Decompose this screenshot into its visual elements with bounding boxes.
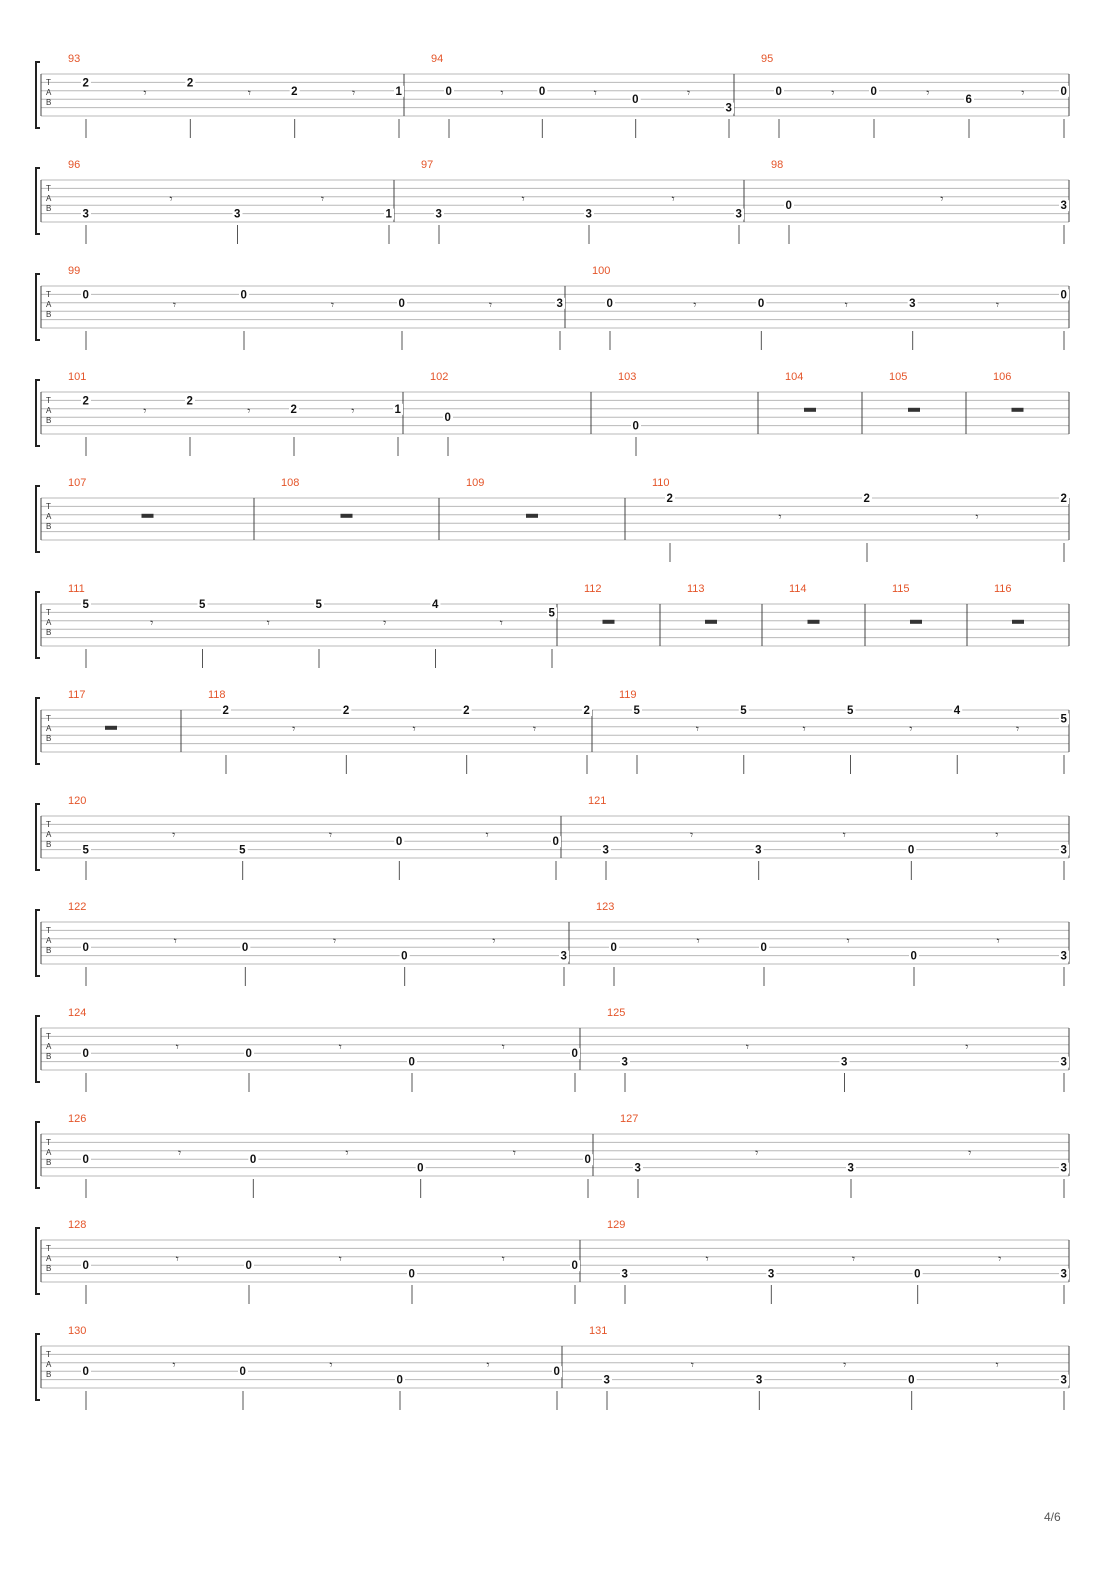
- rest-glyph: 𝄾: [975, 509, 979, 524]
- measure-number: 104: [785, 371, 804, 383]
- system-11: [36, 1219, 1069, 1304]
- fret-number: 5: [82, 844, 89, 857]
- tab-clef-letter: B: [46, 204, 52, 213]
- rest-glyph: 𝄾: [842, 827, 846, 842]
- whole-rest: [341, 514, 353, 518]
- system-4: [36, 477, 1069, 562]
- fret-number: 3: [621, 1056, 628, 1069]
- fret-number: 3: [234, 208, 241, 221]
- fret-number: 2: [583, 705, 590, 717]
- fret-number: 0: [632, 420, 639, 433]
- rest-glyph: 𝄾: [687, 85, 691, 100]
- measure-number: 101: [68, 371, 87, 383]
- measure-number: 111: [68, 583, 85, 595]
- whole-rest: [808, 620, 820, 624]
- rest-glyph: 𝄾: [593, 85, 597, 100]
- rest-glyph: 𝄾: [143, 403, 147, 418]
- tab-clef-letter: A: [46, 300, 52, 309]
- fret-number: 0: [907, 844, 915, 857]
- fret-number: 2: [1060, 493, 1067, 505]
- fret-number: 0: [870, 85, 877, 98]
- rest-glyph: 𝄾: [778, 509, 782, 524]
- measure-number: 113: [687, 583, 705, 595]
- system-bracket: [36, 910, 40, 976]
- measure-number: 103: [618, 371, 637, 383]
- rest-glyph: 𝄾: [926, 85, 930, 100]
- tab-clef-letter: A: [46, 1360, 52, 1369]
- rest-glyph: 𝄾: [143, 85, 147, 100]
- measure-number: 105: [889, 371, 908, 383]
- fret-number: 0: [584, 1154, 591, 1167]
- tab-clef-letter: A: [46, 406, 52, 415]
- fret-number: 3: [725, 102, 732, 115]
- fret-number: 0: [82, 289, 89, 302]
- rest-glyph: 𝄾: [965, 1039, 969, 1054]
- system-9: [36, 1007, 1069, 1092]
- fret-number: 0: [82, 1154, 89, 1167]
- fret-number: 1: [385, 208, 392, 221]
- tab-clef-letter: A: [46, 1254, 52, 1263]
- fret-number: 0: [444, 412, 451, 425]
- fret-number: 0: [757, 297, 765, 310]
- system-bracket: [36, 1228, 40, 1294]
- fret-number: 0: [82, 1048, 89, 1061]
- fret-number: 3: [847, 1162, 854, 1175]
- fret-number: 0: [552, 836, 559, 849]
- whole-rest: [603, 620, 615, 624]
- system-bracket: [36, 1016, 40, 1082]
- fret-number: 3: [560, 950, 567, 963]
- fret-number: 0: [417, 1162, 424, 1175]
- fret-number: 3: [585, 208, 592, 221]
- fret-number: 5: [548, 607, 555, 620]
- rest-glyph: 𝄾: [492, 933, 496, 948]
- system-7: [36, 795, 1069, 880]
- fret-number: 0: [408, 1268, 415, 1281]
- system-bracket: [36, 592, 40, 658]
- fret-number: 0: [241, 942, 249, 955]
- tab-clef-letter: T: [46, 78, 51, 87]
- fret-number: 0: [610, 942, 617, 955]
- fret-number: 2: [666, 493, 673, 505]
- fret-number: 0: [632, 94, 639, 107]
- fret-number: 3: [602, 844, 609, 857]
- rest-glyph: 𝄾: [995, 827, 999, 842]
- fret-number: 0: [775, 85, 782, 98]
- rest-glyph: 𝄾: [940, 191, 944, 206]
- system-bracket: [36, 1122, 40, 1188]
- fret-number: 1: [395, 85, 402, 98]
- tab-clef-letter: B: [46, 840, 52, 849]
- rest-glyph: 𝄾: [175, 1251, 179, 1266]
- rest-glyph: 𝄾: [383, 615, 387, 630]
- fret-number: 2: [186, 395, 193, 408]
- fret-number: 3: [621, 1268, 628, 1281]
- fret-number: 5: [82, 599, 89, 611]
- tab-clef-letter: A: [46, 1148, 52, 1157]
- measure-number: 116: [994, 583, 1012, 595]
- fret-number: 0: [538, 85, 546, 98]
- measure-number: 97: [421, 159, 434, 171]
- rest-glyph: 𝄾: [332, 933, 337, 948]
- rest-glyph: 𝄾: [512, 1145, 516, 1160]
- rest-glyph: 𝄾: [802, 721, 806, 736]
- system-bracket: [36, 380, 40, 446]
- tab-clef-letter: A: [46, 1042, 52, 1051]
- rest-glyph: 𝄾: [909, 721, 913, 736]
- fret-number: 2: [290, 403, 297, 416]
- measure-number: 96: [68, 159, 81, 171]
- system-1: [36, 159, 1069, 244]
- fret-number: 0: [82, 942, 89, 955]
- rest-glyph: 𝄾: [745, 1039, 749, 1054]
- fret-number: 3: [556, 297, 563, 310]
- rest-glyph: 𝄾: [412, 721, 416, 736]
- measure-number: 93: [68, 53, 81, 65]
- fret-number: 0: [1060, 85, 1067, 98]
- rest-glyph: 𝄾: [755, 1145, 759, 1160]
- rest-glyph: 𝄾: [485, 827, 489, 842]
- fret-number: 3: [767, 1268, 775, 1281]
- fret-number: 3: [1060, 1268, 1067, 1281]
- rest-glyph: 𝄾: [172, 1357, 176, 1372]
- system-bracket: [36, 62, 40, 128]
- tab-clef-letter: B: [46, 522, 52, 531]
- rest-glyph: 𝄾: [705, 1251, 709, 1266]
- rest-glyph: 𝄾: [486, 1357, 490, 1372]
- system-bracket: [36, 486, 40, 552]
- rest-glyph: 𝄾: [696, 933, 700, 948]
- whole-rest: [1012, 620, 1024, 624]
- fret-number: 2: [291, 85, 298, 98]
- rest-glyph: 𝄾: [178, 1145, 182, 1160]
- fret-number: 0: [395, 836, 403, 849]
- tab-clef-letter: B: [46, 1264, 52, 1273]
- fret-number: 0: [398, 297, 405, 310]
- fret-number: 0: [249, 1154, 257, 1167]
- fret-number: 0: [571, 1048, 578, 1061]
- fret-number: 3: [1060, 950, 1067, 963]
- rest-glyph: 𝄾: [501, 1251, 505, 1266]
- tab-clef-letter: T: [46, 1350, 51, 1359]
- fret-number: 5: [315, 599, 322, 611]
- tab-clef-letter: B: [46, 734, 52, 743]
- rest-glyph: 𝄾: [968, 1145, 972, 1160]
- fret-number: 3: [634, 1162, 641, 1175]
- rest-glyph: 𝄾: [690, 1357, 694, 1372]
- fret-number: 3: [1060, 1056, 1067, 1069]
- fret-number: 0: [240, 289, 247, 302]
- tab-clef-letter: T: [46, 290, 51, 299]
- fret-number: 2: [863, 493, 870, 505]
- rest-glyph: 𝄾: [266, 615, 270, 630]
- tab-clef-letter: A: [46, 512, 52, 521]
- fret-number: 0: [1060, 289, 1067, 302]
- rest-glyph: 𝄾: [338, 1039, 342, 1054]
- rest-glyph: 𝄾: [501, 1039, 505, 1054]
- rest-glyph: 𝄾: [320, 191, 325, 206]
- fret-number: 0: [82, 1260, 89, 1273]
- rest-glyph: 𝄾: [844, 297, 848, 312]
- measure-number: 106: [993, 371, 1012, 383]
- fret-number: 5: [239, 844, 246, 857]
- rest-glyph: 𝄾: [173, 933, 177, 948]
- measure-number: 128: [68, 1219, 87, 1231]
- system-bracket: [36, 698, 40, 764]
- fret-number: 0: [760, 942, 767, 955]
- fret-number: 0: [401, 950, 408, 963]
- rest-glyph: 𝄾: [247, 85, 251, 100]
- rest-glyph: 𝄾: [329, 1357, 333, 1372]
- system-5: [36, 583, 1069, 668]
- rest-glyph: 𝄾: [1015, 721, 1020, 736]
- measure-number: 110: [652, 477, 670, 489]
- rest-glyph: 𝄾: [671, 191, 675, 206]
- rest-glyph: 𝄾: [995, 1357, 999, 1372]
- rest-glyph: 𝄾: [338, 1251, 342, 1266]
- tab-clef-letter: T: [46, 608, 51, 617]
- measure-number: 130: [68, 1325, 87, 1337]
- fret-number: 0: [82, 1366, 89, 1379]
- fret-number: 0: [785, 200, 792, 213]
- rest-glyph: 𝄾: [693, 297, 697, 312]
- fret-number: 5: [633, 705, 640, 717]
- fret-number: 3: [82, 208, 89, 221]
- fret-number: 3: [755, 1374, 763, 1387]
- tab-clef-letter: A: [46, 194, 52, 203]
- measure-number: 126: [68, 1113, 87, 1125]
- measure-number: 119: [619, 689, 637, 701]
- fret-number: 5: [847, 705, 854, 717]
- whole-rest: [526, 514, 538, 518]
- measure-number: 112: [584, 583, 602, 595]
- whole-rest: [804, 408, 816, 412]
- tab-clef-letter: B: [46, 1370, 52, 1379]
- rest-glyph: 𝄾: [345, 1145, 349, 1160]
- tab-clef-letter: A: [46, 88, 52, 97]
- tab-clef-letter: A: [46, 618, 52, 627]
- tab-clef-letter: A: [46, 830, 52, 839]
- fret-number: 0: [245, 1260, 252, 1273]
- system-bracket: [36, 274, 40, 340]
- measure-number: 95: [761, 53, 774, 65]
- rest-glyph: 𝄾: [330, 297, 335, 312]
- tab-clef-letter: T: [46, 1244, 51, 1253]
- fret-number: 0: [914, 1268, 921, 1281]
- measure-number: 122: [68, 901, 87, 913]
- fret-number: 2: [82, 77, 89, 90]
- measure-number: 94: [431, 53, 444, 65]
- rest-glyph: 𝄾: [499, 615, 503, 630]
- fret-number: 3: [603, 1374, 610, 1387]
- fret-number: 3: [755, 844, 762, 857]
- system-bracket: [36, 804, 40, 870]
- system-8: [36, 901, 1069, 986]
- tab-clef-letter: B: [46, 1052, 52, 1061]
- whole-rest: [105, 726, 117, 730]
- tab-clef-letter: T: [46, 502, 51, 511]
- whole-rest: [142, 514, 154, 518]
- measure-number: 102: [430, 371, 449, 383]
- fret-number: 0: [908, 1374, 915, 1387]
- measure-number: 129: [607, 1219, 626, 1231]
- fret-number: 0: [445, 85, 452, 98]
- fret-number: 5: [1060, 713, 1067, 726]
- system-bracket: [36, 1334, 40, 1400]
- rest-glyph: 𝄾: [532, 721, 537, 736]
- page-number: 4/6: [1044, 1510, 1061, 1524]
- fret-number: 4: [432, 599, 439, 611]
- system-12: [36, 1325, 1069, 1410]
- fret-number: 2: [186, 77, 194, 90]
- measure-number: 108: [281, 477, 300, 489]
- rest-glyph: 𝄾: [150, 615, 154, 630]
- tab-clef-letter: B: [46, 1158, 52, 1167]
- tab-clef-letter: T: [46, 184, 51, 193]
- rest-glyph: 𝄾: [995, 297, 1000, 312]
- rest-glyph: 𝄾: [846, 933, 850, 948]
- tab-clef-letter: B: [46, 416, 52, 425]
- rest-glyph: 𝄾: [352, 85, 356, 100]
- measure-number: 98: [771, 159, 784, 171]
- rest-glyph: 𝄾: [1021, 85, 1025, 100]
- fret-number: 3: [1060, 1162, 1067, 1175]
- tab-clef-letter: A: [46, 936, 52, 945]
- system-0: [36, 53, 1069, 138]
- tab-clef-letter: B: [46, 628, 52, 637]
- rest-glyph: 𝄾: [695, 721, 699, 736]
- rest-glyph: 𝄾: [247, 403, 251, 418]
- fret-number: 0: [408, 1056, 415, 1069]
- system-3: [36, 371, 1069, 456]
- rest-glyph: 𝄾: [169, 191, 173, 206]
- measure-number: 100: [592, 265, 611, 277]
- measure-number: 99: [68, 265, 81, 277]
- fret-number: 0: [571, 1260, 578, 1273]
- tab-clef-letter: T: [46, 820, 51, 829]
- fret-number: 0: [245, 1048, 252, 1061]
- fret-number: 3: [735, 208, 742, 221]
- fret-number: 2: [222, 705, 229, 717]
- rest-glyph: 𝄾: [689, 827, 694, 842]
- measure-number: 131: [589, 1325, 608, 1337]
- fret-number: 3: [1060, 1374, 1067, 1387]
- fret-number: 0: [910, 950, 917, 963]
- system-6: [36, 689, 1069, 774]
- whole-rest: [908, 408, 920, 412]
- rest-glyph: 𝄾: [500, 85, 504, 100]
- fret-number: 3: [1060, 844, 1067, 857]
- tab-clef-letter: T: [46, 396, 51, 405]
- whole-rest: [1012, 408, 1024, 412]
- fret-number: 2: [463, 705, 470, 717]
- measure-number: 109: [466, 477, 485, 489]
- rest-glyph: 𝄾: [998, 1251, 1002, 1266]
- fret-number: 0: [239, 1366, 246, 1379]
- tab-clef-letter: B: [46, 946, 52, 955]
- fret-number: 5: [199, 599, 206, 611]
- rest-glyph: 𝄾: [851, 1251, 856, 1266]
- fret-number: 2: [342, 705, 350, 717]
- fret-number: 0: [396, 1374, 403, 1387]
- whole-rest: [910, 620, 922, 624]
- measure-number: 118: [208, 689, 226, 701]
- measure-number: 121: [588, 795, 607, 807]
- fret-number: 1: [394, 403, 401, 416]
- system-2: [36, 265, 1069, 350]
- tab-clef-letter: T: [46, 1138, 51, 1147]
- measure-number: 127: [620, 1113, 639, 1125]
- measure-number: 125: [607, 1007, 626, 1019]
- measure-number: 115: [892, 583, 910, 595]
- rest-glyph: 𝄾: [843, 1357, 847, 1372]
- measure-number: 114: [789, 583, 807, 595]
- rest-glyph: 𝄾: [328, 827, 333, 842]
- rest-glyph: 𝄾: [292, 721, 296, 736]
- tab-clef-letter: T: [46, 926, 51, 935]
- measure-number: 117: [68, 689, 86, 701]
- tab-clef-letter: T: [46, 714, 51, 723]
- fret-number: 0: [606, 297, 613, 310]
- tab-clef-letter: B: [46, 98, 52, 107]
- fret-number: 6: [965, 94, 972, 107]
- rest-glyph: 𝄾: [351, 403, 355, 418]
- rest-glyph: 𝄾: [488, 297, 493, 312]
- system-bracket: [36, 168, 40, 234]
- tab-clef-letter: A: [46, 724, 52, 733]
- fret-number: 4: [953, 705, 961, 717]
- fret-number: 3: [1060, 200, 1067, 213]
- tab-clef-letter: T: [46, 1032, 51, 1041]
- measure-number: 107: [68, 477, 87, 489]
- fret-number: 2: [82, 395, 89, 408]
- rest-glyph: 𝄾: [996, 933, 1000, 948]
- rest-glyph: 𝄾: [175, 1039, 179, 1054]
- measure-number: 124: [68, 1007, 87, 1019]
- rest-glyph: 𝄾: [172, 827, 176, 842]
- fret-number: 5: [740, 705, 747, 717]
- rest-glyph: 𝄾: [831, 85, 835, 100]
- measure-number: 123: [596, 901, 615, 913]
- rest-glyph: 𝄾: [521, 191, 525, 206]
- fret-number: 3: [909, 297, 916, 310]
- rest-glyph: 𝄾: [172, 297, 177, 312]
- fret-number: 3: [841, 1056, 848, 1069]
- fret-number: 0: [553, 1366, 560, 1379]
- measure-number: 120: [68, 795, 87, 807]
- fret-number: 3: [435, 208, 442, 221]
- system-10: [36, 1113, 1069, 1198]
- whole-rest: [705, 620, 717, 624]
- tab-clef-letter: B: [46, 310, 52, 319]
